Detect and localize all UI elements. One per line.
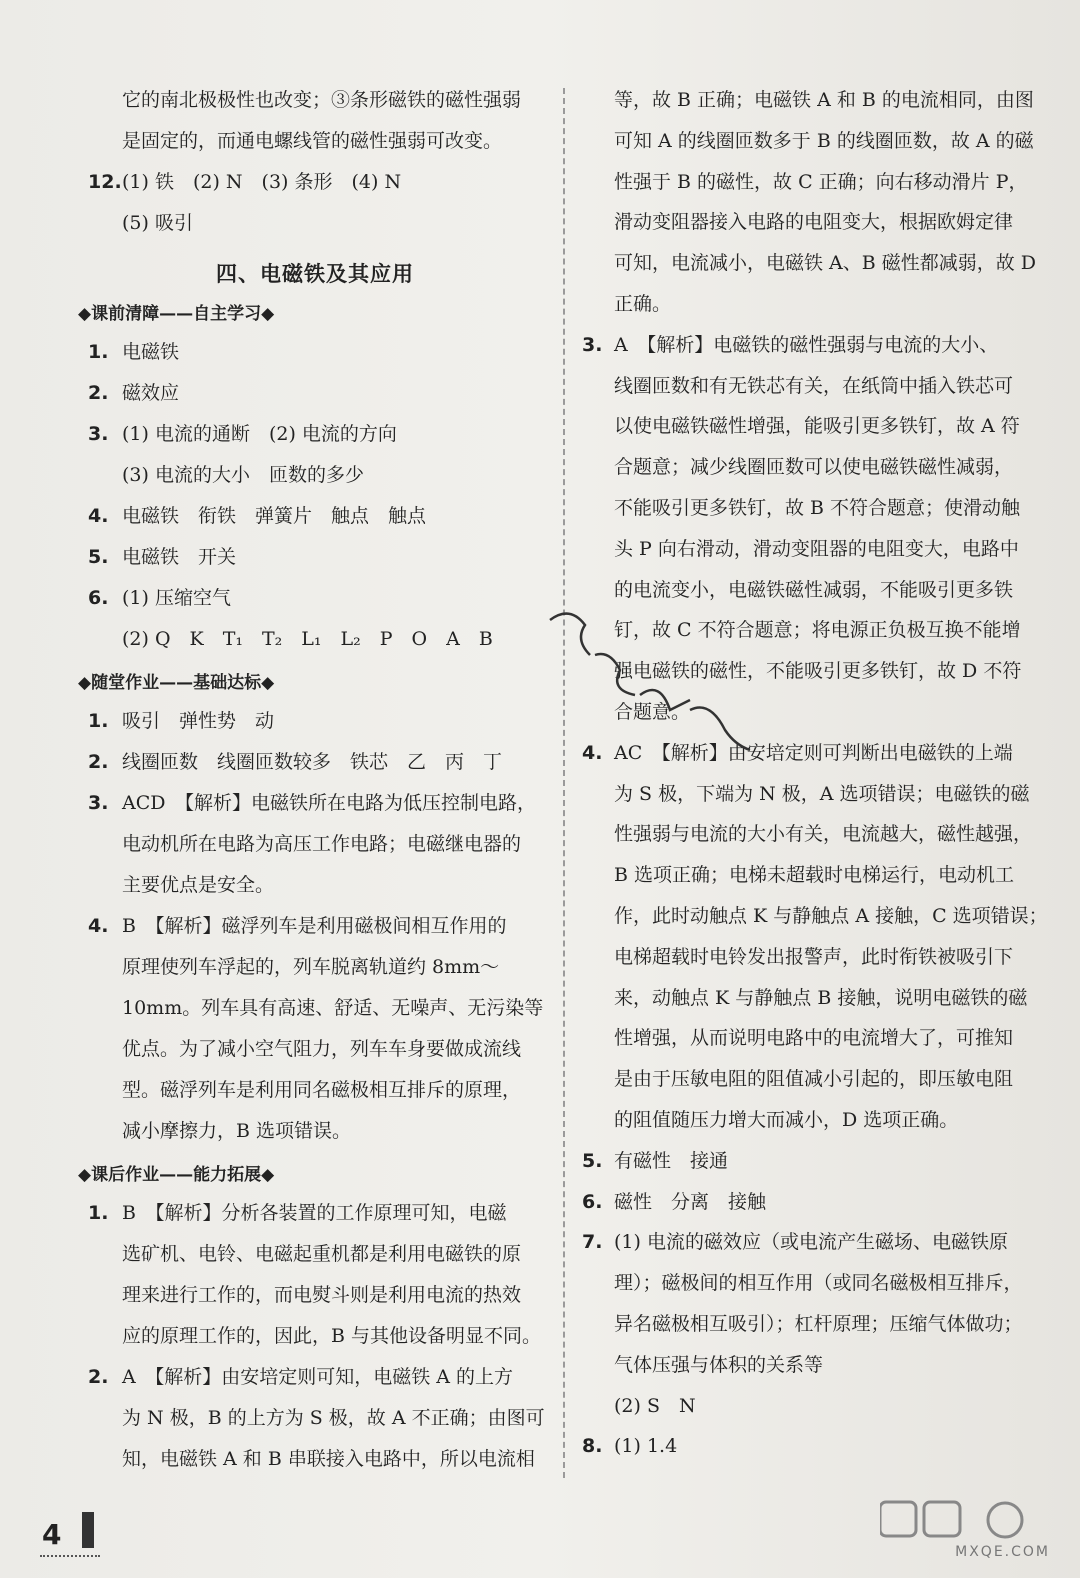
- item-number: 3.: [88, 792, 109, 814]
- text-line: 钉，故 C 不符合题意；将电源正负极互换不能增: [614, 619, 1021, 642]
- text-line: 滑动变阻器接入电路的电阻变大，根据欧姆定律: [614, 211, 1014, 234]
- text-line: 气体压强与体积的关系等: [614, 1353, 824, 1376]
- text-line: 的阻值随压力增大而减小，D 选项正确。: [614, 1109, 959, 1131]
- text-line: 不能吸引更多铁钉，故 B 不符合题意；使滑动触: [614, 497, 1021, 519]
- text-line: 强电磁铁的磁性，不能吸引更多铁钉，故 D 不符: [614, 660, 1022, 683]
- text-line: 合题意。: [614, 701, 691, 723]
- text-line: A 【解析】电磁铁的磁性强弱与电流的大小、: [614, 333, 999, 356]
- text-line: 性增强，从而说明电路中的电流增大了，可推知: [614, 1027, 1014, 1050]
- page-number-underline: [40, 1555, 100, 1557]
- text-line: B 选项正确；电梯未超载时电梯运行，电动机工: [614, 864, 1015, 887]
- text-line: AC 【解析】由安培定则可判断出电磁铁的上端: [614, 741, 1013, 764]
- text-line: 有磁性 接通: [614, 1149, 729, 1172]
- text-line: 减小摩擦力，B 选项错误。: [122, 1120, 352, 1142]
- text-line: 电梯超载时电铃发出报警声，此时衔铁被吸引下: [614, 945, 1014, 968]
- text-line: 知，电磁铁 A 和 B 串联接入电路中，所以电流相: [122, 1448, 535, 1470]
- text-line: 磁性 分离 接触: [614, 1190, 767, 1213]
- text-line: (2) S N: [614, 1394, 696, 1417]
- section-title: 四、电磁铁及其应用: [216, 262, 414, 286]
- text-line: 可知 A 的线圈匝数多于 B 的线圈匝数，故 A 的磁: [614, 129, 1034, 152]
- text-line: 是固定的，而通电螺线管的磁性强弱可改变。: [122, 130, 503, 152]
- text-line: 电动机所在电路为高压工作电路；电磁继电器的: [122, 833, 522, 855]
- text-line: 为 S 极，下端为 N 极，A 选项错误；电磁铁的磁: [614, 782, 1030, 805]
- item-number: 4.: [88, 915, 109, 937]
- text-line: (1) 1.4: [614, 1435, 678, 1458]
- text-line: 原理使列车浮起的，列车脱离轨道约 8mm～: [122, 956, 500, 978]
- text-line: (5) 吸引: [122, 212, 193, 234]
- item-number: 2.: [88, 751, 109, 773]
- text-line: 优点。为了减小空气阻力，列车车身要做成流线: [122, 1038, 522, 1060]
- text-line: 主要优点是安全。: [122, 874, 275, 896]
- text-line: 性强弱与电流的大小有关，电流越大，磁性越强，: [614, 823, 1033, 846]
- text-line: 异名磁极相互吸引）；杠杆原理；压缩气体做功；: [614, 1313, 1023, 1335]
- item-number: 12.: [88, 171, 122, 193]
- text-line: (1) 铁 (2) N (3) 条形 (4) N: [122, 171, 402, 193]
- text-line: 电磁铁: [122, 341, 180, 363]
- item-number: 3.: [88, 423, 109, 445]
- text-line: B 【解析】磁浮列车是利用磁极间相互作用的: [122, 915, 507, 937]
- item-number: 6.: [88, 587, 109, 609]
- text-line: (1) 电流的磁效应（或电流产生磁场、电磁铁原: [614, 1231, 1008, 1254]
- handwritten-annotation: [540, 600, 760, 760]
- text-line: 理来进行工作的，而电熨斗则是利用电流的热效: [122, 1284, 522, 1306]
- subsection-title: ◆随堂作业——基础达标◆: [78, 673, 275, 693]
- text-line: 线圈匝数 线圈匝数较多 铁芯 乙 丙 丁: [122, 751, 503, 773]
- text-line: 性强于 B 的磁性，故 C 正确；向右移动滑片 P，: [614, 170, 1028, 193]
- text-line: 作，此时动触点 K 与静触点 A 接触，C 选项错误；: [614, 905, 1048, 927]
- subsection-title: ◆课前清障——自主学习◆: [78, 304, 275, 324]
- text-line: 磁效应: [122, 382, 180, 404]
- page-tab-marker: [82, 1512, 94, 1548]
- text-line: 电磁铁 开关: [122, 546, 237, 568]
- text-line: 是由于压敏电阻的阻值减小引起的，即压敏电阻: [614, 1068, 1014, 1091]
- text-line: (3) 电流的大小 匝数的多少: [122, 464, 364, 486]
- page-number: 4: [42, 1518, 62, 1551]
- text-line: 电磁铁 衔铁 弹簧片 触点 触点: [122, 505, 427, 527]
- text-line: 线圈匝数和有无铁芯有关，在纸筒中插入铁芯可: [614, 374, 1014, 397]
- text-line: 理）；磁极间的相互作用（或同名磁极相互排斥，: [614, 1272, 1023, 1295]
- text-line: 的电流变小，电磁铁磁性减弱，不能吸引更多铁: [614, 578, 1014, 601]
- watermark-text: MXQE.COM: [955, 1544, 1050, 1560]
- item-number: 5.: [582, 1149, 603, 1172]
- item-number: 1.: [88, 1202, 109, 1224]
- text-line: 它的南北极极性也改变；③条形磁铁的磁性强弱: [122, 89, 522, 111]
- text-line: B 【解析】分析各装置的工作原理可知，电磁: [122, 1202, 507, 1224]
- text-line: (1) 电流的通断 (2) 电流的方向: [122, 423, 397, 445]
- text-line: 型。磁浮列车是利用同名磁极相互排斥的原理，: [122, 1079, 522, 1101]
- text-line: 可知，电流减小，电磁铁 A、B 磁性都减弱，故 D: [614, 252, 1037, 275]
- text-line: 头 P 向右滑动，滑动变阻器的电阻变大，电路中: [614, 537, 1019, 560]
- item-number: 8.: [582, 1435, 603, 1458]
- item-number: 2.: [88, 382, 109, 404]
- column-divider: [563, 88, 565, 1478]
- text-line: 应的原理工作的，因此，B 与其他设备明显不同。: [122, 1325, 542, 1347]
- text-line: 合题意；减少线圈匝数可以使电磁铁磁性减弱，: [614, 456, 1014, 479]
- text-line: 选矿机、电铃、电磁起重机都是利用电磁铁的原: [122, 1243, 522, 1265]
- text-line: 为 N 极，B 的上方为 S 极，故 A 不正确；由图可: [122, 1407, 545, 1429]
- item-number: 4.: [88, 505, 109, 527]
- item-number: 4.: [582, 741, 603, 764]
- text-line: 以使电磁铁磁性增强，能吸引更多铁钉，故 A 符: [614, 415, 1020, 438]
- text-line: 来，动触点 K 与静触点 B 接触，说明电磁铁的磁: [614, 986, 1028, 1009]
- text-line: 等，故 B 正确；电磁铁 A 和 B 的电流相同，由图: [614, 89, 1034, 111]
- item-number: 3.: [582, 333, 603, 356]
- item-number: 5.: [88, 546, 109, 568]
- text-line: A 【解析】由安培定则可知，电磁铁 A 的上方: [122, 1366, 514, 1388]
- item-number: 1.: [88, 341, 109, 363]
- text-line: 正确。: [614, 293, 672, 315]
- text-line: 10mm。列车具有高速、舒适、无噪声、无污染等: [122, 997, 544, 1019]
- item-number: 6.: [582, 1190, 603, 1213]
- subsection-title: ◆课后作业——能力拓展◆: [78, 1165, 275, 1185]
- item-number: 7.: [582, 1231, 603, 1254]
- text-line: (2) Q K T₁ T₂ L₁ L₂ P O A B: [122, 628, 493, 650]
- text-line: ACD 【解析】电磁铁所在电路为低压控制电路，: [122, 792, 536, 814]
- watermark-logo: [880, 1500, 1050, 1560]
- text-line: 吸引 弹性势 动: [122, 710, 275, 732]
- item-number: 2.: [88, 1366, 109, 1388]
- text-line: (1) 压缩空气: [122, 587, 231, 609]
- item-number: 1.: [88, 710, 109, 732]
